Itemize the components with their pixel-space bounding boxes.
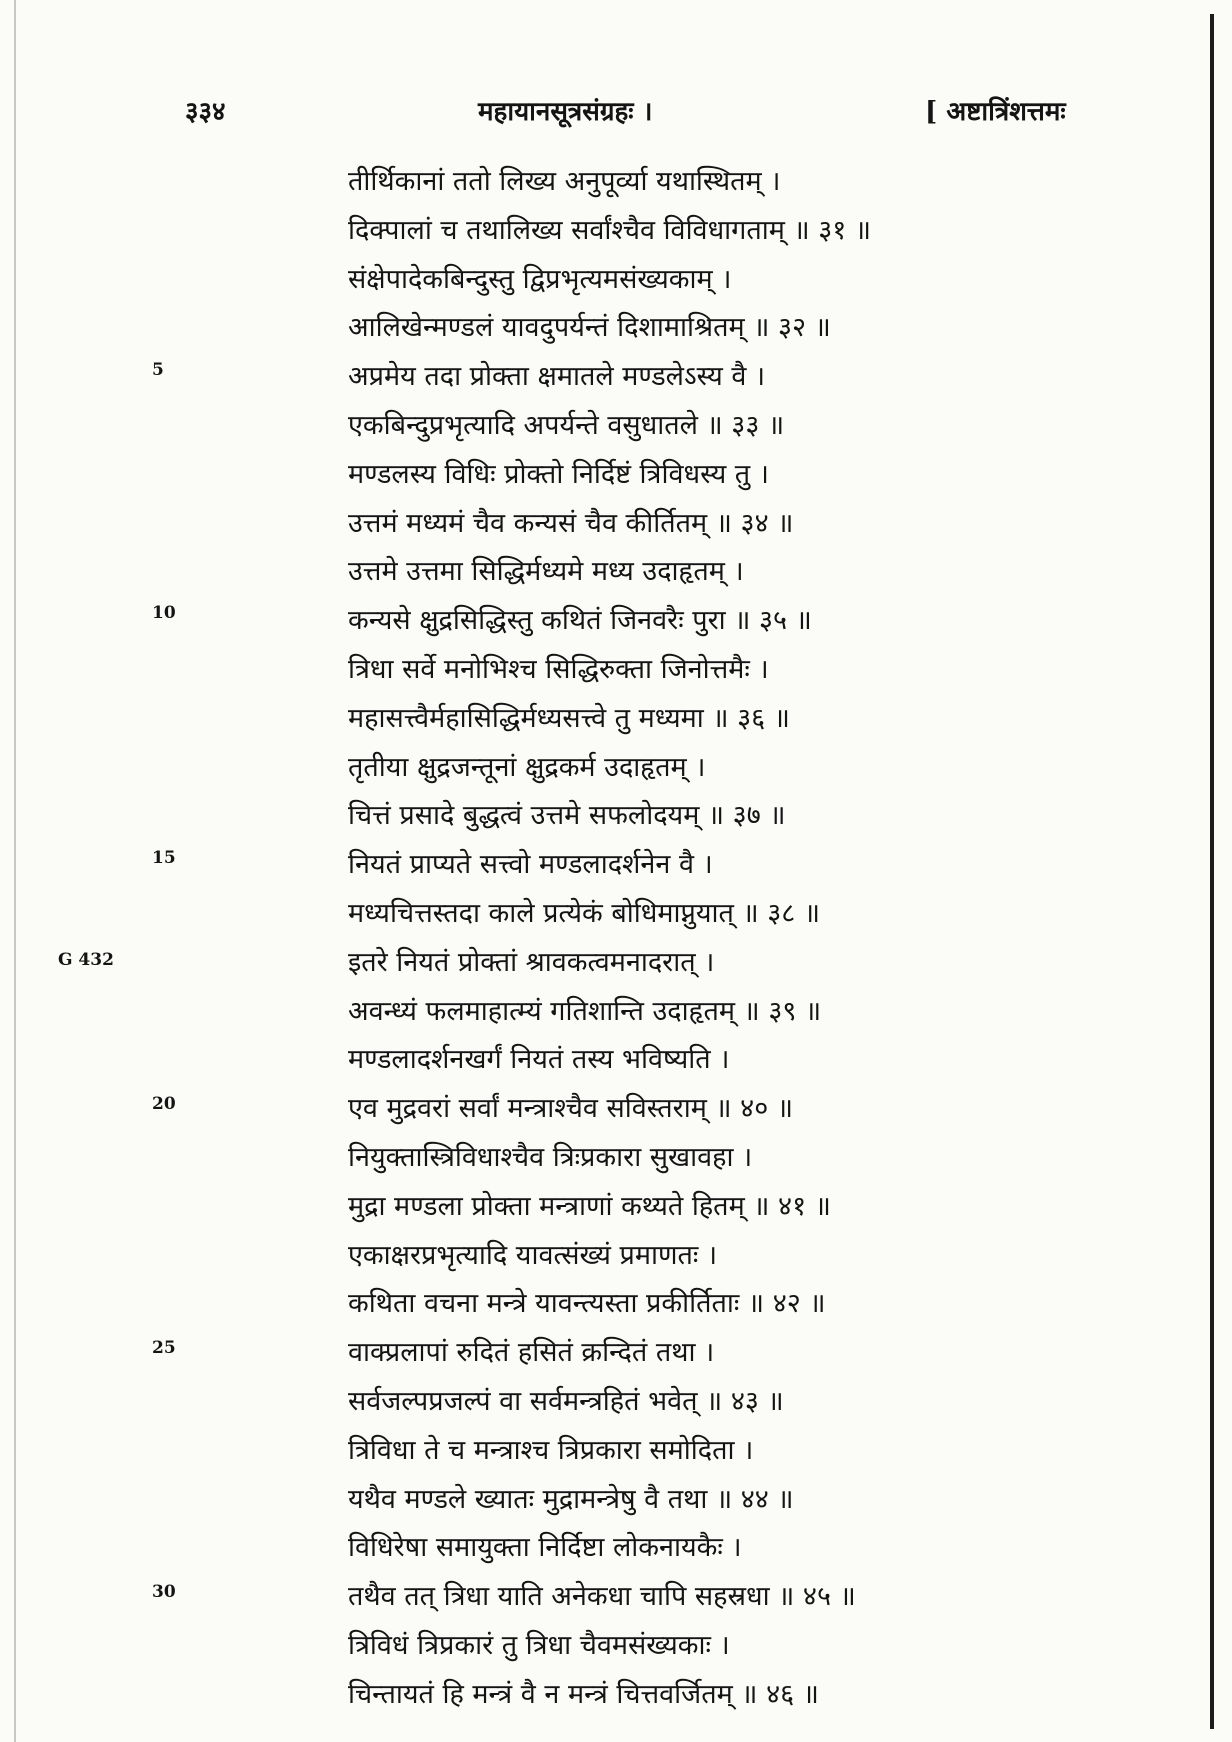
verse-line: नियतं प्राप्यते सत्त्वो मण्डलादर्शनेन वै । xyxy=(348,849,713,881)
verse-block xyxy=(348,158,1168,1720)
verse-line: दिक्पालां च तथालिख्य सर्वांश्चैव विविधागताम् ॥ ३१ ॥ xyxy=(348,214,872,246)
verse-line: तीर्थिकानां ततो लिख्य अनुपूर्व्या यथास्थितम् । xyxy=(348,166,781,197)
verse-line: कन्यसे क्षुद्रसिद्धिस्तु कथितं जिनवरैः पुरा ॥ ३५ ॥ xyxy=(348,605,812,637)
verse-line: महासत्त्वैर्महासिद्धिर्मध्यसत्त्वे तु मध्यमा ॥ ३६ ॥ xyxy=(348,702,790,734)
verse-line: इतरे नियतं प्रोक्तां श्रावकत्वमनादरात् । xyxy=(348,946,715,978)
verse-line: तथैव तत् त्रिधा याति अनेकधा चापि सहस्रधा ॥ ४५ ॥ xyxy=(348,1581,856,1613)
line-number: 5 xyxy=(152,360,164,380)
verse-line: चित्तं प्रसादे बुद्धत्वं उत्तमे सफलोदयम् ॥ ३७ ॥ xyxy=(348,800,786,832)
verse-line: अवन्ध्यं फलमाहात्म्यं गतिशान्ति उदाहृतम् ॥ ३९ ॥ xyxy=(348,995,822,1027)
book-title: महायानसूत्रसंग्रहः । xyxy=(478,97,653,127)
line-number: 30 xyxy=(152,1582,176,1602)
page-number: ३३४ xyxy=(185,97,226,127)
verse-line: त्रिविधा ते च मन्त्राश्च त्रिप्रकारा समोदिता । xyxy=(348,1434,754,1466)
verse-line: अप्रमेय तदा प्रोक्ता क्षमातले मण्डलेऽस्य वै । xyxy=(348,361,766,393)
verse-line: यथैव मण्डले ख्यातः मुद्रामन्त्रेषु वै तथा ॥ ४४ ॥ xyxy=(348,1483,794,1515)
verse-line: सर्वजल्पप्रजल्पं वा सर्वमन्त्रहितं भवेत् ॥ ४३ ॥ xyxy=(348,1385,784,1417)
margin-column xyxy=(0,0,200,1742)
line-number: 20 xyxy=(152,1094,176,1114)
verse-line: विधिरेषा समायुक्ता निर्दिष्टा लोकनायकैः । xyxy=(348,1532,742,1564)
verse-line: एव मुद्रवरां सर्वां मन्त्राश्चैव सविस्तराम् ॥ ४० ॥ xyxy=(348,1093,794,1125)
manuscript-reference: G 432 xyxy=(58,950,114,970)
verse-line: मुद्रा मण्डला प्रोक्ता मन्त्राणां कथ्यते हितम् ॥ ४१ ॥ xyxy=(348,1190,831,1222)
line-number: 25 xyxy=(152,1338,176,1358)
line-number: 10 xyxy=(152,603,176,623)
verse-line: मण्डलस्य विधिः प्रोक्तो निर्दिष्टं त्रिविधस्य तु । xyxy=(348,458,770,490)
verse-line: चिन्तायतं हि मन्त्रं वै न मन्त्रं चित्तवर्जितम् ॥ ४६ ॥ xyxy=(348,1678,819,1710)
verse-line: एकबिन्दुप्रभृत्यादि अपर्यन्ते वसुधातले ॥ ३३ ॥ xyxy=(348,409,785,441)
chapter-heading: [ अष्टात्रिंशत्तमः xyxy=(925,97,1066,127)
verse-line: आलिखेन्मण्डलं यावदुपर्यन्तं दिशामाश्रितम् ॥ ३२ ॥ xyxy=(348,312,831,344)
line-number: 15 xyxy=(152,848,176,868)
verse-line: नियुक्तास्त्रिविधाश्चैव त्रिःप्रकारा सुखावहा । xyxy=(348,1141,753,1173)
verse-line: मध्यचित्तस्तदा काले प्रत्येकं बोधिमाप्नुयात् ॥ ३८ ॥ xyxy=(348,897,821,929)
verse-line: त्रिविधं त्रिप्रकारं तु त्रिधा चैवमसंख्यकाः । xyxy=(348,1629,730,1661)
verse-line: मण्डलादर्शनखर्गं नियतं तस्य भविष्यति । xyxy=(348,1044,730,1076)
verse-line: एकाक्षरप्रभृत्यादि यावत्संख्यं प्रमाणतः । xyxy=(348,1239,718,1271)
verse-line: कथिता वचना मन्त्रे यावन्त्यस्ता प्रकीर्तिताः ॥ ४२ ॥ xyxy=(348,1288,826,1320)
verse-line: वाक्प्रलापां रुदितं हसितं क्रन्दितं तथा । xyxy=(348,1337,715,1369)
verse-line: संक्षेपादेकबिन्दुस्तु द्विप्रभृत्यमसंख्यकाम् । xyxy=(348,263,732,295)
verse-line: उत्तमं मध्यमं चैव कन्यसं चैव कीर्तितम् ॥ ३४ ॥ xyxy=(348,507,794,539)
right-edge-rule xyxy=(1210,14,1214,1729)
verse-line: तृतीया क्षुद्रजन्तूनां क्षुद्रकर्म उदाहृतम् । xyxy=(348,751,706,783)
verse-line: उत्तमे उत्तमा सिद्धिर्मध्यमे मध्य उदाहृतम् । xyxy=(348,556,744,588)
verse-line: त्रिधा सर्वे मनोभिश्च सिद्धिरुक्ता जिनोत्तमैः । xyxy=(348,653,769,685)
